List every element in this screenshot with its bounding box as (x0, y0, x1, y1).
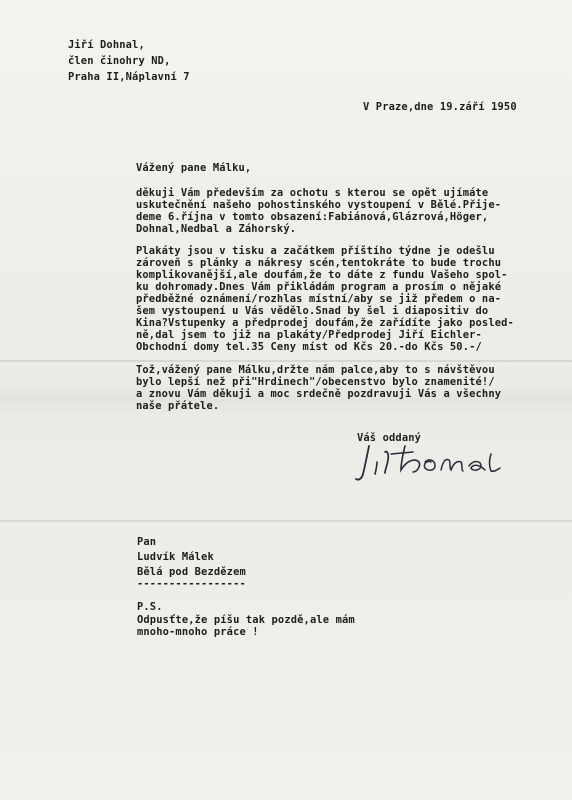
paragraph-2-line: Kina?Vstupenky a předprodej doufám,že zařídíte jako posled- (136, 317, 514, 329)
paragraph-1-line: Dohnal,Nedbal a Záhorský. (136, 223, 297, 235)
recipient-name: Ludvík Málek (137, 551, 214, 563)
postscript-label: P.S. (137, 601, 163, 613)
handwritten-signature (355, 440, 505, 485)
paragraph-2-line: předběžné oznámení/rozhlas místní/aby se již předem o na- (136, 293, 502, 305)
paragraph-1-line: uskutečnění našeho pohostinského vystoupení v Bělé.Přije- (136, 199, 502, 211)
fold-line (0, 360, 572, 362)
paragraph-1-line: deme 6.října v tomto obsazení:Fabiánová,Glázrová,Höger, (136, 211, 489, 223)
paragraph-2-line: šem vystoupení u Vás vědělo.Snad by šel i diapositiv do (136, 305, 489, 317)
closing: Váš oddaný (357, 432, 422, 444)
paragraph-3-line: a znovu Vám děkuji a moc srdečně pozdravuji Vás a všechny (136, 388, 502, 400)
recipient-address: Bělá pod Bezdězem (137, 566, 246, 578)
paragraph-2-line: ku dohromady.Dnes Vám přikládám program a prosím o nějaké (136, 281, 502, 293)
recipient-underline: ----------------- (137, 578, 246, 590)
paragraph-2-line: Obchodní domy tel.35 Ceny míst od Kčs 20.-do Kčs 50.-/ (136, 341, 482, 353)
paragraph-2-line: ně,dal jsem to již na plakáty/Předprodej Jiří Eichler- (136, 329, 482, 341)
paragraph-1-line: děkuji Vám především za ochotu s kterou se opět ujímáte (136, 187, 489, 199)
paragraph-3-line: bylo lepší než při"Hrdinech"/obecenstvo bylo znamenité!/ (136, 376, 495, 388)
recipient-prefix: Pan (137, 536, 157, 548)
postscript-line: mnoho-mnoho práce ! (137, 626, 259, 638)
salutation: Vážený pane Málku, (136, 162, 252, 174)
sender-name: Jiří Dohnal, (68, 39, 145, 51)
paragraph-2-line: Plakáty jsou v tisku a začátkem příštího týdne je odešlu (136, 245, 495, 257)
paragraph-2-line: komplikovanější,ale doufám,že to dáte z fundu Vašeho spol- (136, 269, 508, 281)
date-line: V Praze,dne 19.září 1950 (363, 101, 517, 113)
paragraph-2-line: zároveň s plánky a nákresy scén,tentokráte to bude trochu (136, 257, 502, 269)
paragraph-3-line: naše přátele. (136, 400, 220, 412)
paragraph-3-line: Tož,vážený pane Málku,držte nám palce,aby to s návštěvou (136, 364, 495, 376)
postscript-line: Odpusťte,že píšu tak pozdě,ale mám (137, 614, 355, 626)
fold-line (0, 520, 572, 522)
sender-address: Praha II,Náplavní 7 (68, 71, 190, 83)
sender-affiliation: člen činohry ND, (68, 55, 171, 67)
